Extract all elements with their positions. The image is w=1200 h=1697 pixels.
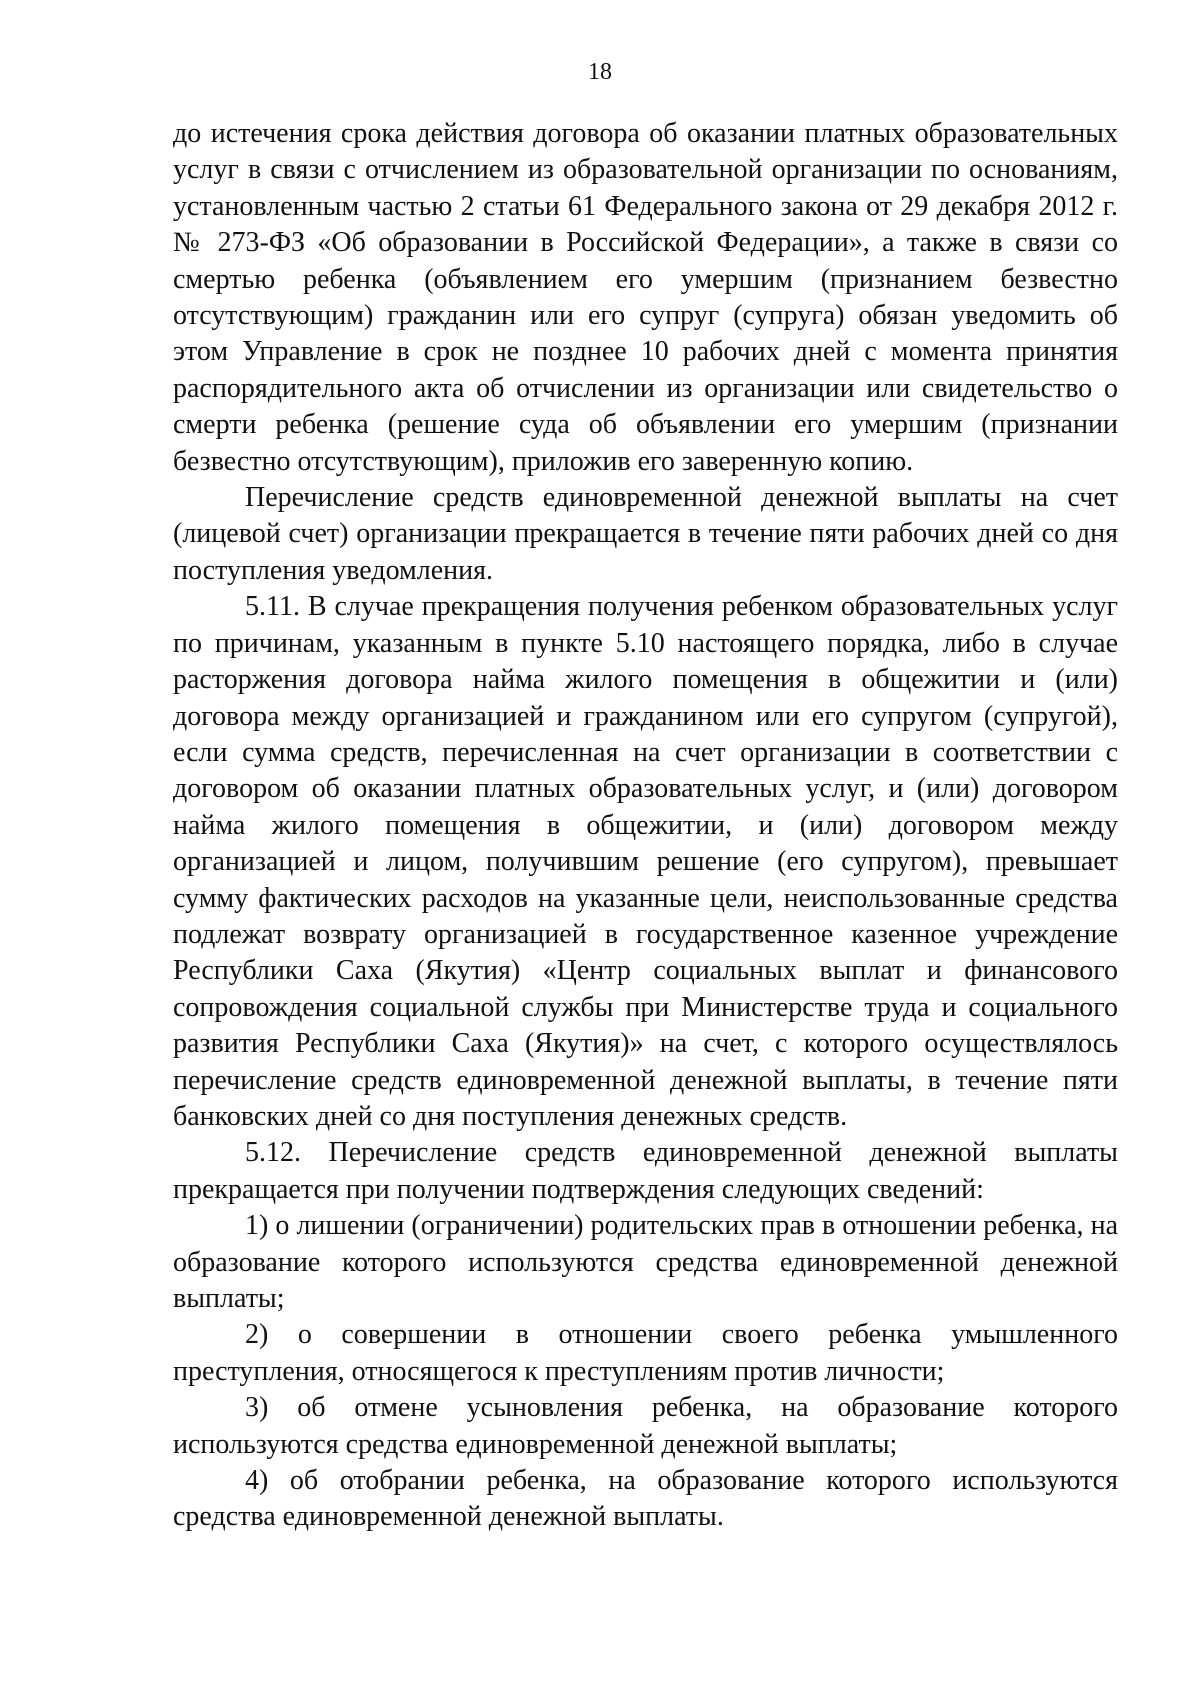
page-number: 18 (588, 59, 612, 85)
list-item-4: 4) об отобрании ребенка, на образование которого используются средства единовременной денежной выплаты. (173, 1465, 1118, 1533)
paragraph-continuation: до истечения срока действия договора об оказании платных образовательных услуг в связи с отчислением из образовательной организации по основаниям, установленным частью 2 статьи 61 Федерального закона от 29 декабря 2012 г. № 273-ФЗ «Об образовании в Российской Федерации», а также в связи со смертью ребенка (объявлением его умершим (признанием безвестно отсутствующим) гражданин или его супруг (супруга) обязан уведомить об этом Управление в срок не позднее 10 рабочих дней с момента принятия распорядительного акта об отчислении из организации или свидетельство о смерти ребенка (решение суда об объявлении его умершим (признании безвестно отсутствующим), приложив его заверенную копию. (173, 118, 1118, 477)
paragraph-transfer-termination: Перечисление средств единовременной денежной выплаты на счет (лицевой счет) организации прекращается в течение пяти рабочих дней со дня поступления уведомления. (173, 482, 1118, 586)
list-item-1: 1) о лишении (ограничении) родительских прав в отношении ребенка, на образование которого используются средства единовременной денежной выплаты; (173, 1210, 1118, 1314)
list-item-2: 2) о совершении в отношении своего ребенка умышленного преступления, относящегося к преступлениям против личности; (173, 1319, 1118, 1387)
paragraph-5-12: 5.12. Перечисление средств единовременной денежной выплаты прекращается при получении подтверждения следующих сведений: (173, 1137, 1118, 1205)
paragraph-5-11: 5.11. В случае прекращения получения ребенком образовательных услуг по причинам, указанным в пункте 5.10 настоящего порядка, либо в случае расторжения договора найма жилого помещения в общежитии и (или) договора между организацией и гражданином или его супругом (супругой), если сумма средств, перечисленная на счет организации в соответствии с договором об оказании платных образовательных услуг, и (или) договором найма жилого помещения в общежитии, и (или) договором между организацией и лицом, получившим решение (его супругом), превышает сумму фактических расходов на указанные цели, неиспользованные средства подлежат возврату организацией в государственное казенное учреждение Республики Саха (Якутия) «Центр социальных выплат и финансового сопровождения социальной службы при Министерстве труда и социального развития Республики Саха (Якутия)» на счет, с которого осуществлялось перечисление средств единовременной денежной выплаты, в течение пяти банковских дней со дня поступления денежных средств. (173, 591, 1118, 1132)
document-body (173, 116, 1118, 1536)
list-item-3: 3) об отмене усыновления ребенка, на образование которого используются средства единовременной денежной выплаты; (173, 1392, 1118, 1460)
